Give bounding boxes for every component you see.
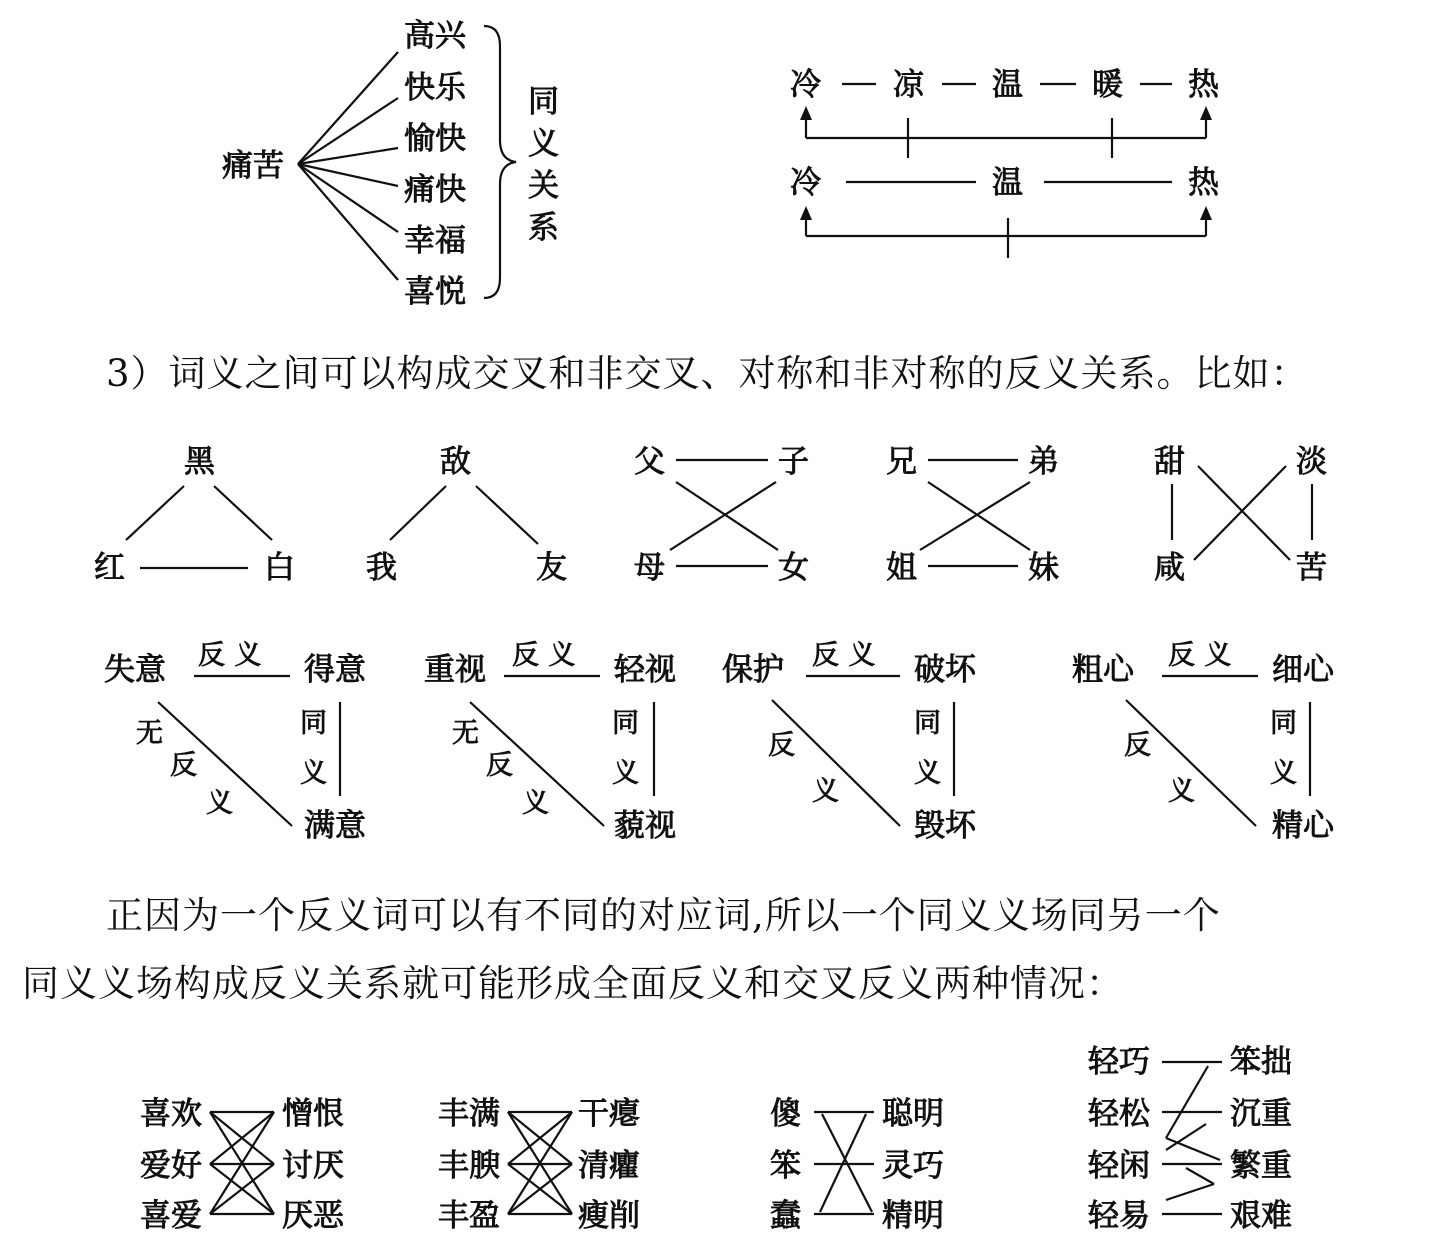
tri-word: 我 [366, 550, 397, 586]
relation-label: 系 [528, 210, 559, 246]
full-antonym-group [140, 1096, 345, 1234]
cross-word: 咸 [1154, 550, 1185, 586]
diag-label: 义 [812, 776, 839, 807]
group-word: 失意 [104, 652, 166, 688]
scale-word: 热 [1188, 67, 1219, 103]
side-label: 同 [914, 708, 941, 739]
group-word: 保护 [722, 652, 784, 688]
word: 干瘪 [578, 1096, 640, 1132]
scale-word: 暖 [1092, 67, 1123, 103]
word: 喜欢 [140, 1096, 202, 1132]
group-word: 精心 [1272, 808, 1334, 844]
relation-group [104, 640, 366, 844]
group-word: 藐视 [614, 808, 676, 844]
paragraph-text: 3）词义之间可以构成交叉和非交叉、对称和非对称的反义关系。比如： [106, 352, 1309, 395]
paragraph-text: 同义义场构成反义关系就可能形成全面反义和交叉反义两种情况： [22, 962, 1124, 1005]
word: 轻松 [1088, 1096, 1150, 1132]
word: 轻闲 [1088, 1148, 1150, 1184]
word: 清癯 [578, 1148, 640, 1184]
diag-label: 无 [136, 718, 163, 749]
word: 喜爱 [140, 1198, 202, 1234]
antonym-cross [1154, 444, 1327, 586]
cross-word: 苦 [1296, 550, 1327, 586]
antonym-cross [634, 444, 809, 586]
group-word: 细心 [1272, 652, 1334, 688]
relation-group [722, 640, 977, 844]
word: 沉重 [1230, 1096, 1292, 1132]
side-label: 义 [1270, 758, 1297, 789]
diag-label: 义 [1168, 776, 1195, 807]
cross-word: 子 [778, 444, 809, 480]
word: 丰腴 [438, 1148, 500, 1184]
full-antonym-group [438, 1096, 640, 1234]
word: 厌恶 [282, 1198, 344, 1234]
paragraph-text: 正因为一个反义词可以有不同的对应词,所以一个同义义场同另一个 [106, 894, 1221, 937]
scale-word: 温 [992, 165, 1023, 201]
scale-word: 冷 [790, 165, 821, 201]
cross-word: 兄 [886, 444, 917, 480]
relation-group [424, 640, 676, 844]
side-label: 义 [612, 758, 639, 789]
tri-word: 黑 [184, 444, 215, 480]
word: 轻易 [1088, 1198, 1150, 1234]
word: 繁重 [1230, 1148, 1292, 1184]
relation-label: 关 [528, 168, 559, 204]
antonym-cross [886, 444, 1059, 586]
word: 艰难 [1230, 1198, 1292, 1234]
tri-word: 红 [94, 550, 125, 586]
cross-word: 姐 [886, 550, 917, 586]
cross-word: 妹 [1028, 550, 1059, 586]
scale-word: 温 [992, 67, 1023, 103]
scale-word: 冷 [790, 67, 821, 103]
cross-word: 弟 [1028, 444, 1059, 480]
word: 憎恨 [282, 1096, 344, 1132]
top-label: 反 义 [512, 640, 576, 671]
word: 蠢 [770, 1198, 801, 1234]
group-word: 破坏 [914, 652, 976, 688]
cross-word: 父 [634, 444, 665, 480]
word: 精明 [882, 1198, 944, 1234]
fan-branch: 痛快 [404, 172, 466, 208]
side-label: 义 [914, 758, 941, 789]
top-label: 反 义 [812, 640, 876, 671]
diag-label: 反 [1124, 730, 1151, 761]
diag-label: 反 [170, 750, 197, 781]
top-label: 反 义 [1168, 640, 1232, 671]
diag-label: 反 [486, 750, 513, 781]
fan-branch: 愉快 [404, 121, 466, 157]
word: 瘦削 [578, 1198, 640, 1234]
side-label: 义 [300, 758, 327, 789]
relation-label: 同 [528, 84, 559, 120]
tri-word: 敌 [440, 444, 471, 480]
side-label: 同 [1270, 708, 1297, 739]
antonym-triangle [94, 444, 295, 586]
fan-root: 痛苦 [222, 148, 284, 184]
cross-word: 母 [634, 550, 665, 586]
cross-antonym-group [770, 1096, 944, 1234]
word: 灵巧 [882, 1148, 944, 1184]
relation-label: 义 [528, 126, 559, 162]
brace [484, 26, 516, 298]
group-word: 满意 [304, 808, 366, 844]
cross-word: 甜 [1154, 444, 1185, 480]
cross-antonym-group [1087, 1044, 1292, 1234]
tri-word: 友 [536, 550, 567, 586]
word: 笨 [770, 1148, 801, 1184]
word: 笨拙 [1230, 1044, 1292, 1080]
word: 轻巧 [1088, 1044, 1150, 1080]
side-label: 同 [300, 708, 327, 739]
group-word: 粗心 [1072, 652, 1134, 688]
fan-branch: 高兴 [404, 18, 466, 54]
antonym-triangle [366, 444, 567, 586]
scale-word: 热 [1188, 165, 1219, 201]
diag-label: 反 [768, 730, 795, 761]
fan-branch: 幸福 [404, 223, 466, 259]
word: 丰盈 [438, 1198, 500, 1234]
tri-word: 白 [264, 550, 295, 586]
word: 傻 [770, 1096, 801, 1132]
group-word: 重视 [424, 652, 486, 688]
cross-word: 淡 [1296, 444, 1327, 480]
group-word: 轻视 [614, 652, 676, 688]
group-word: 毁坏 [914, 808, 976, 844]
group-word: 得意 [304, 652, 366, 688]
scale-word: 凉 [893, 67, 924, 103]
word: 丰满 [438, 1096, 500, 1132]
diag-label: 义 [522, 788, 549, 819]
side-label: 同 [612, 708, 639, 739]
top-label: 反 义 [198, 640, 262, 671]
cross-word: 女 [778, 550, 809, 586]
diag-label: 无 [452, 718, 479, 749]
temperature-scale [790, 67, 1220, 258]
diag-label: 义 [206, 788, 233, 819]
fan-branch: 快乐 [404, 70, 466, 106]
word: 讨厌 [282, 1148, 344, 1184]
synonym-fan [222, 18, 559, 310]
word: 聪明 [882, 1096, 944, 1132]
relation-group [1072, 640, 1335, 844]
fan-branch: 喜悦 [404, 274, 466, 310]
word: 爱好 [140, 1148, 202, 1184]
